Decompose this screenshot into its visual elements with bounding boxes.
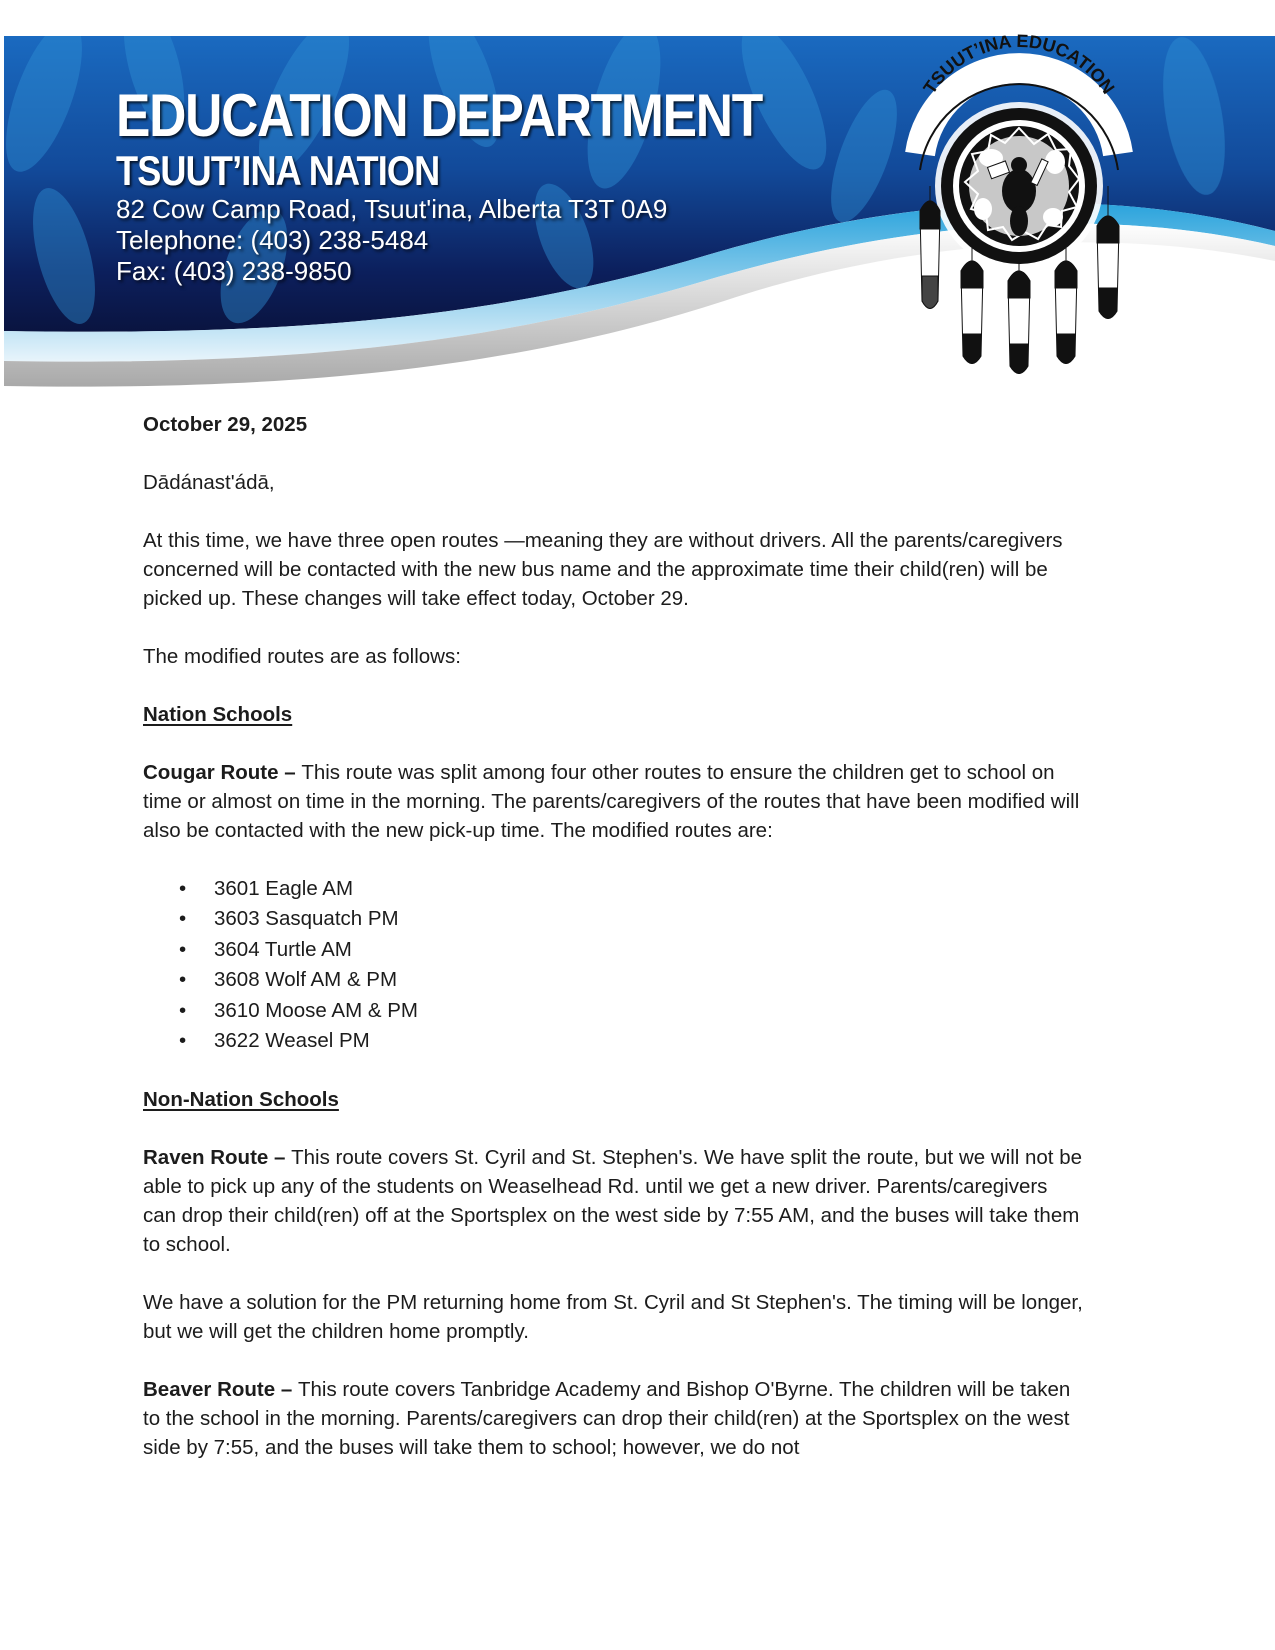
list-item: • 3610 Moose AM & PM <box>143 996 1083 1026</box>
intro-paragraph: At this time, we have three open routes —meaning they are without drivers. All the parents/caregivers concerned will be contacted with the new bus name and the approximate time their child(ren) will be picked up. These changes will take effect today, October 29. <box>143 529 1063 610</box>
raven-followup-paragraph: We have a solution for the PM returning home from St. Cyril and St Stephen's. The timing will be longer, but we will get the children home promptly. <box>143 1291 1083 1344</box>
dreamcatcher-logo <box>890 30 1148 386</box>
letterhead-banner <box>4 30 1275 406</box>
logo-text: TSUUT’INA EDUCATION <box>919 30 1119 98</box>
organization-subtitle: TSUUT’INA NATION <box>116 147 440 194</box>
bullet-icon: • <box>179 998 187 1022</box>
section-heading-nation-schools: Nation Schools <box>143 703 293 726</box>
route-description: This route was split among four other routes to ensure the children get to school on time or almost on time in the morning. The parents/caregivers of the routes that have been modified will also be contacted with the new pick-up time. The modified routes are: <box>143 761 1080 842</box>
route-name: Raven Route – <box>143 1146 292 1170</box>
organization-title: EDUCATION DEPARTMENT <box>116 82 762 149</box>
bullet-icon: • <box>179 968 187 992</box>
route-paragraph-cougar <box>143 758 1083 845</box>
modified-routes-intro: The modified routes are as follows: <box>143 645 461 668</box>
list-item: • 3603 Sasquatch PM <box>143 904 1083 934</box>
logo-title <box>890 30 1148 126</box>
bullet-icon: • <box>179 1029 187 1053</box>
list-item: • 3622 Weasel PM <box>143 1026 1083 1056</box>
list-item: • 3601 Eagle AM <box>143 874 1083 904</box>
organization-fax: Fax: (403) 238-9850 <box>116 256 352 286</box>
letter-body <box>143 410 1083 1491</box>
section-heading-non-nation-schools: Non-Nation Schools <box>143 1088 339 1112</box>
letter-date: October 29, 2025 <box>143 413 308 436</box>
modified-routes-list <box>143 874 1083 1056</box>
list-item: • 3604 Turtle AM <box>143 935 1083 965</box>
route-paragraph-raven <box>143 1143 1083 1259</box>
route-name: Beaver Route – <box>143 1378 298 1402</box>
organization-telephone: Telephone: (403) 238-5484 <box>116 225 429 255</box>
route-name: Cougar Route – <box>143 761 302 784</box>
list-item: • 3608 Wolf AM & PM <box>143 965 1083 995</box>
letter-greeting: Dādánast'ádā, <box>143 471 275 494</box>
route-description: This route covers St. Cyril and St. Stephen's. We have split the route, but we will not be able to pick up any of the students on Weaselhead Rd. until we get a new driver. Parents/caregivers can drop their child(ren) off at the Sportsplex on the west side by 7:55 AM, and the buses will take them to school. <box>143 1146 1083 1257</box>
bullet-icon: • <box>179 937 187 961</box>
letterhead-text <box>116 84 867 287</box>
bullet-icon: • <box>179 907 187 931</box>
route-paragraph-beaver <box>143 1375 1083 1462</box>
route-description: This route covers Tanbridge Academy and Bishop O'Byrne. The children will be taken to the school in the morning. Parents/caregivers can drop their child(ren) at the Sportsplex on the west side by 7:55, and the buses will take them to school; however, we do not <box>143 1378 1071 1460</box>
organization-address: 82 Cow Camp Road, Tsuut'ina, Alberta T3T 0A9 <box>116 194 668 224</box>
bullet-icon: • <box>179 877 187 900</box>
